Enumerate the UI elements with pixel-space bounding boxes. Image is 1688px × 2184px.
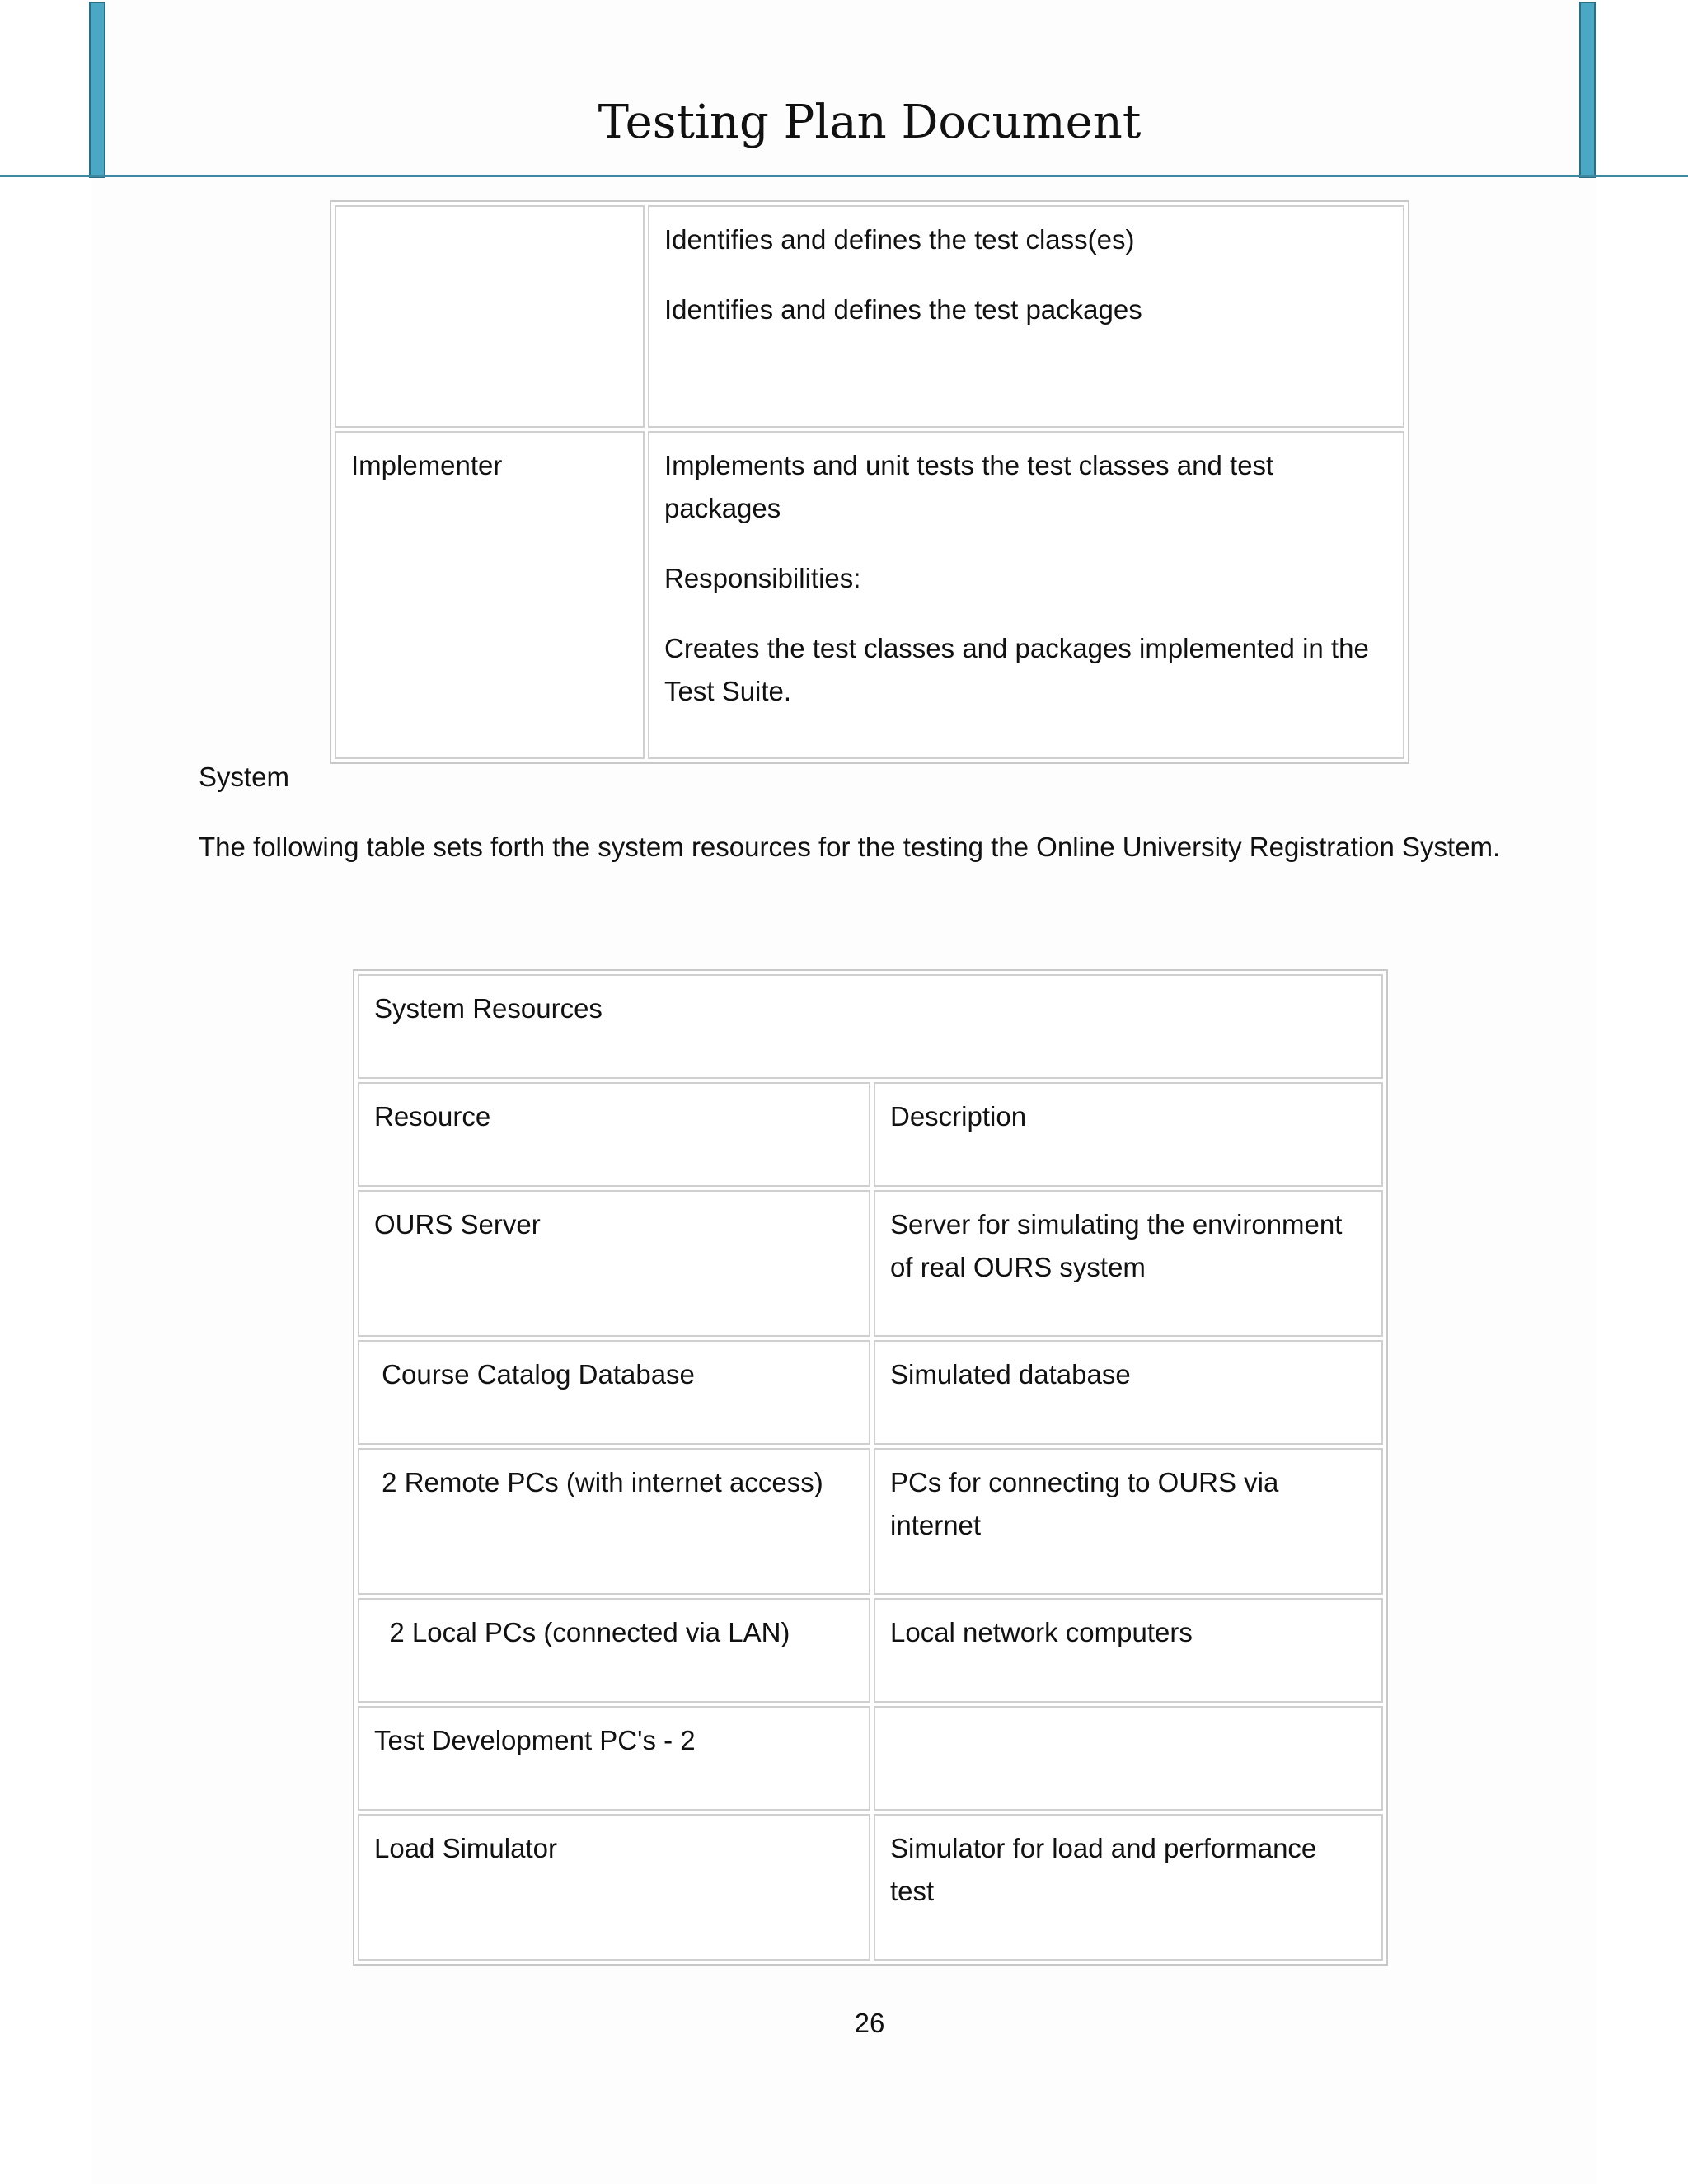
table-row xyxy=(358,1448,1383,1595)
page-number: 26 xyxy=(854,2008,885,2038)
responsibility-line: Identifies and defines the test class(es) xyxy=(664,224,1135,255)
responsibility-cell xyxy=(648,431,1404,759)
table-row xyxy=(358,1340,1383,1445)
responsibility-line: Creates the test classes and packages implemented in the Test Suite. xyxy=(664,633,1369,706)
role-cell xyxy=(335,205,645,428)
table-row xyxy=(358,1814,1383,1961)
table-title-cell: System Resources xyxy=(358,974,1383,1079)
responsibility-cell xyxy=(648,205,1404,428)
description-cell: Local network computers xyxy=(874,1598,1383,1703)
resource-cell: OURS Server xyxy=(358,1190,870,1337)
table-row xyxy=(358,1706,1383,1811)
table-row xyxy=(335,431,1404,759)
responsibility-line: Identifies and defines the test packages xyxy=(664,294,1142,325)
resource-cell: Load Simulator xyxy=(358,1814,870,1961)
section-intro: The following table sets forth the system resources for the testing the Online University Registration System. xyxy=(199,832,1501,862)
description-cell: Simulator for load and performance test xyxy=(874,1814,1383,1961)
header-accent-bar-right xyxy=(1579,2,1596,178)
column-header-description: Description xyxy=(874,1082,1383,1187)
description-cell: Server for simulating the environment of real OURS system xyxy=(874,1190,1383,1337)
resource-cell: Test Development PC's - 2 xyxy=(358,1706,870,1811)
section-heading: System xyxy=(199,762,290,792)
column-header-resource: Resource xyxy=(358,1082,870,1187)
header-accent-bar-left xyxy=(89,2,106,178)
table-row xyxy=(358,1190,1383,1337)
table-row xyxy=(358,974,1383,1079)
responsibility-line: Implements and unit tests the test classes and test packages xyxy=(664,450,1274,523)
page-title: Testing Plan Document xyxy=(598,96,1142,149)
description-cell: PCs for connecting to OURS via internet xyxy=(874,1448,1383,1595)
resource-cell: 2 Remote PCs (with internet access) xyxy=(358,1448,870,1595)
resource-cell: Course Catalog Database xyxy=(358,1340,870,1445)
role-cell: Implementer xyxy=(335,431,645,759)
header-divider xyxy=(0,175,1688,177)
table-row xyxy=(335,205,1404,428)
resource-cell: 2 Local PCs (connected via LAN) xyxy=(358,1598,870,1703)
resources-table xyxy=(353,969,1388,1966)
description-cell xyxy=(874,1706,1383,1811)
description-cell: Simulated database xyxy=(874,1340,1383,1445)
responsibility-line: Responsibilities: xyxy=(664,563,861,593)
roles-table xyxy=(330,200,1409,764)
table-header-row xyxy=(358,1082,1383,1187)
table-row xyxy=(358,1598,1383,1703)
